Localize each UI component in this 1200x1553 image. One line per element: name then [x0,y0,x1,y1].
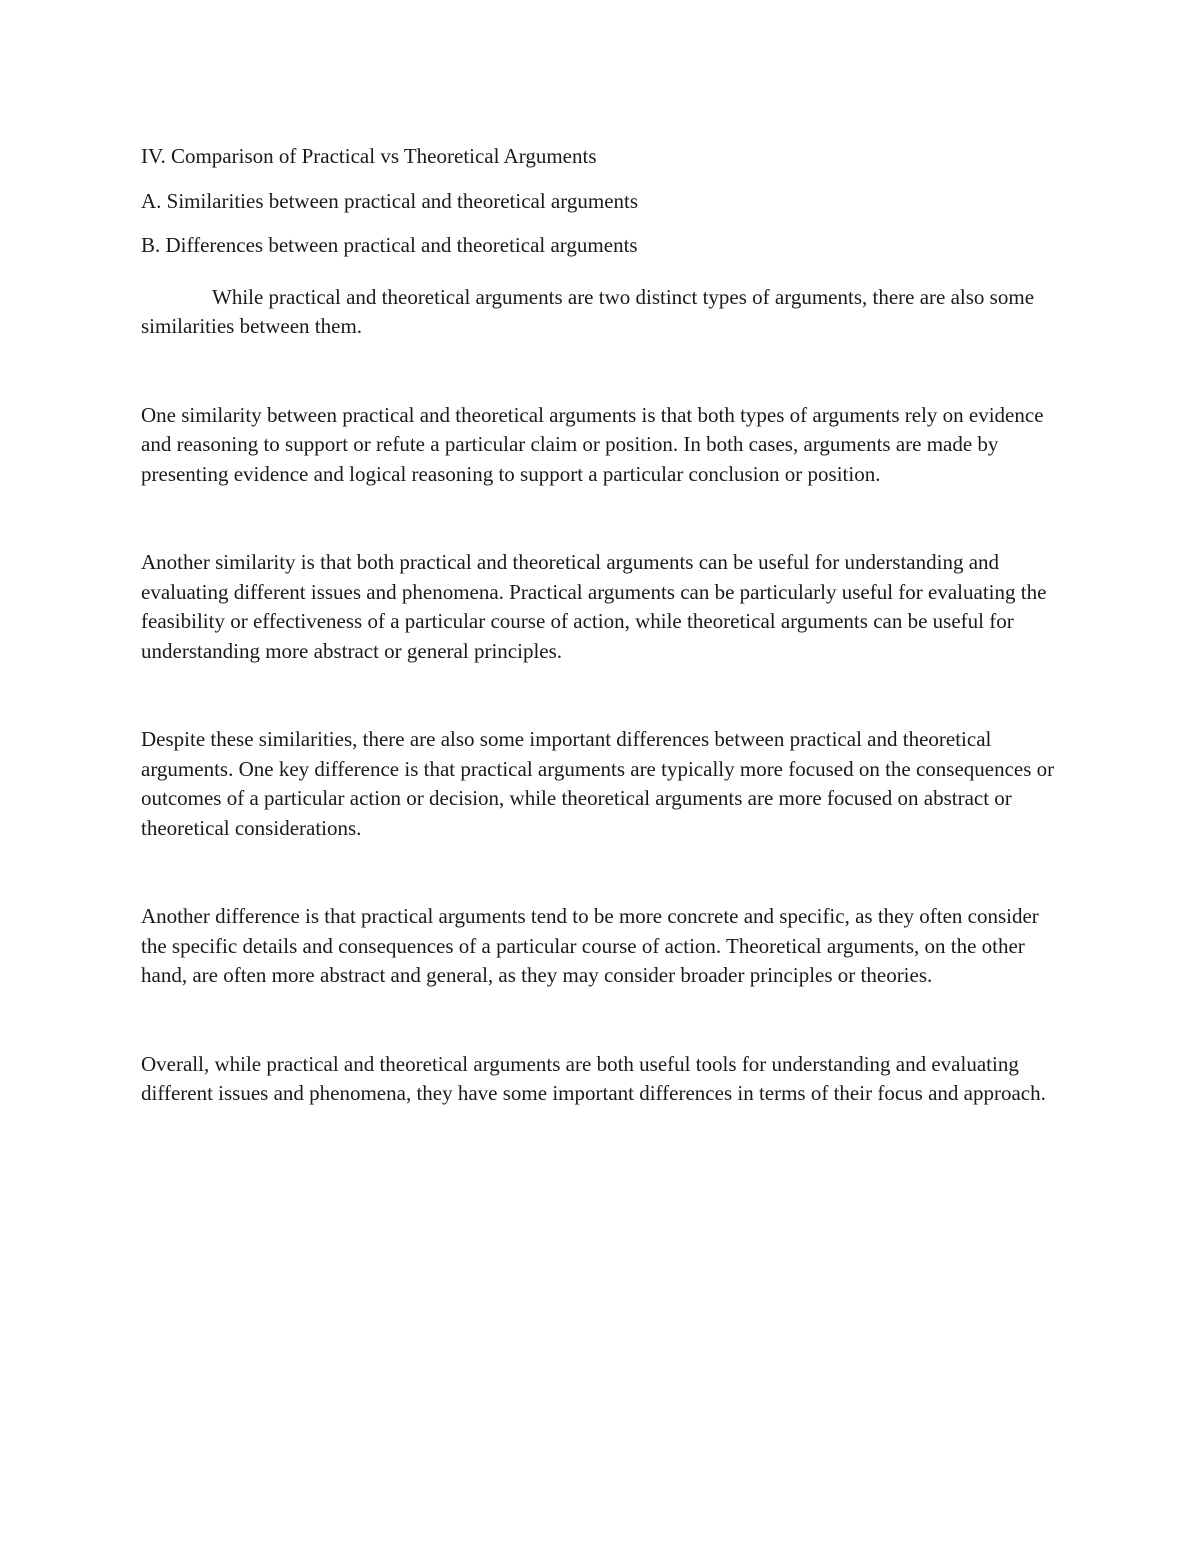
intro-paragraph: While practical and theoretical arguments are two distinct types of arguments, there are also some similarities between them. [141,284,1035,338]
section-heading: IV. Comparison of Practical vs Theoretical Arguments [141,144,597,168]
outline-item-b: B. Differences between practical and theoretical arguments [141,233,638,257]
document-page [141,142,1061,1109]
similarity-paragraph-1: One similarity between practical and theoretical arguments is that both types of arguments rely on evidence and reasoning to support or refute a particular claim or position. In both cases, arguments are made by presenting evidence and logical reasoning to support a particular conclusion or position. [141,402,1044,486]
conclusion-paragraph: Overall, while practical and theoretical arguments are both useful tools for understanding and evaluating different issues and phenomena, they have some important differences in terms of their focus and approach. [141,1051,1046,1105]
difference-paragraph-1: Despite these similarities, there are also some important differences between practical and theoretical arguments. One key difference is that practical arguments are typically more focused on the consequences or outcomes of a particular action or decision, while theoretical arguments are more focused on abstract or theoretical considerations. [141,727,1055,840]
similarity-paragraph-2: Another similarity is that both practical and theoretical arguments can be useful for understanding and evaluating different issues and phenomena. Practical arguments can be particularly useful for evaluating the feasibility or effectiveness of a particular course of action, while theoretical arguments can be useful for understanding more abstract or general principles. [141,550,1047,663]
difference-paragraph-2: Another difference is that practical arguments tend to be more concrete and specific, as they often consider the specific details and consequences of a particular course of action. Theoretical arguments, on the other hand, are often more abstract and general, as they may consider broader principles or theories. [141,904,1039,987]
outline-item-a: A. Similarities between practical and theoretical arguments [141,188,639,213]
